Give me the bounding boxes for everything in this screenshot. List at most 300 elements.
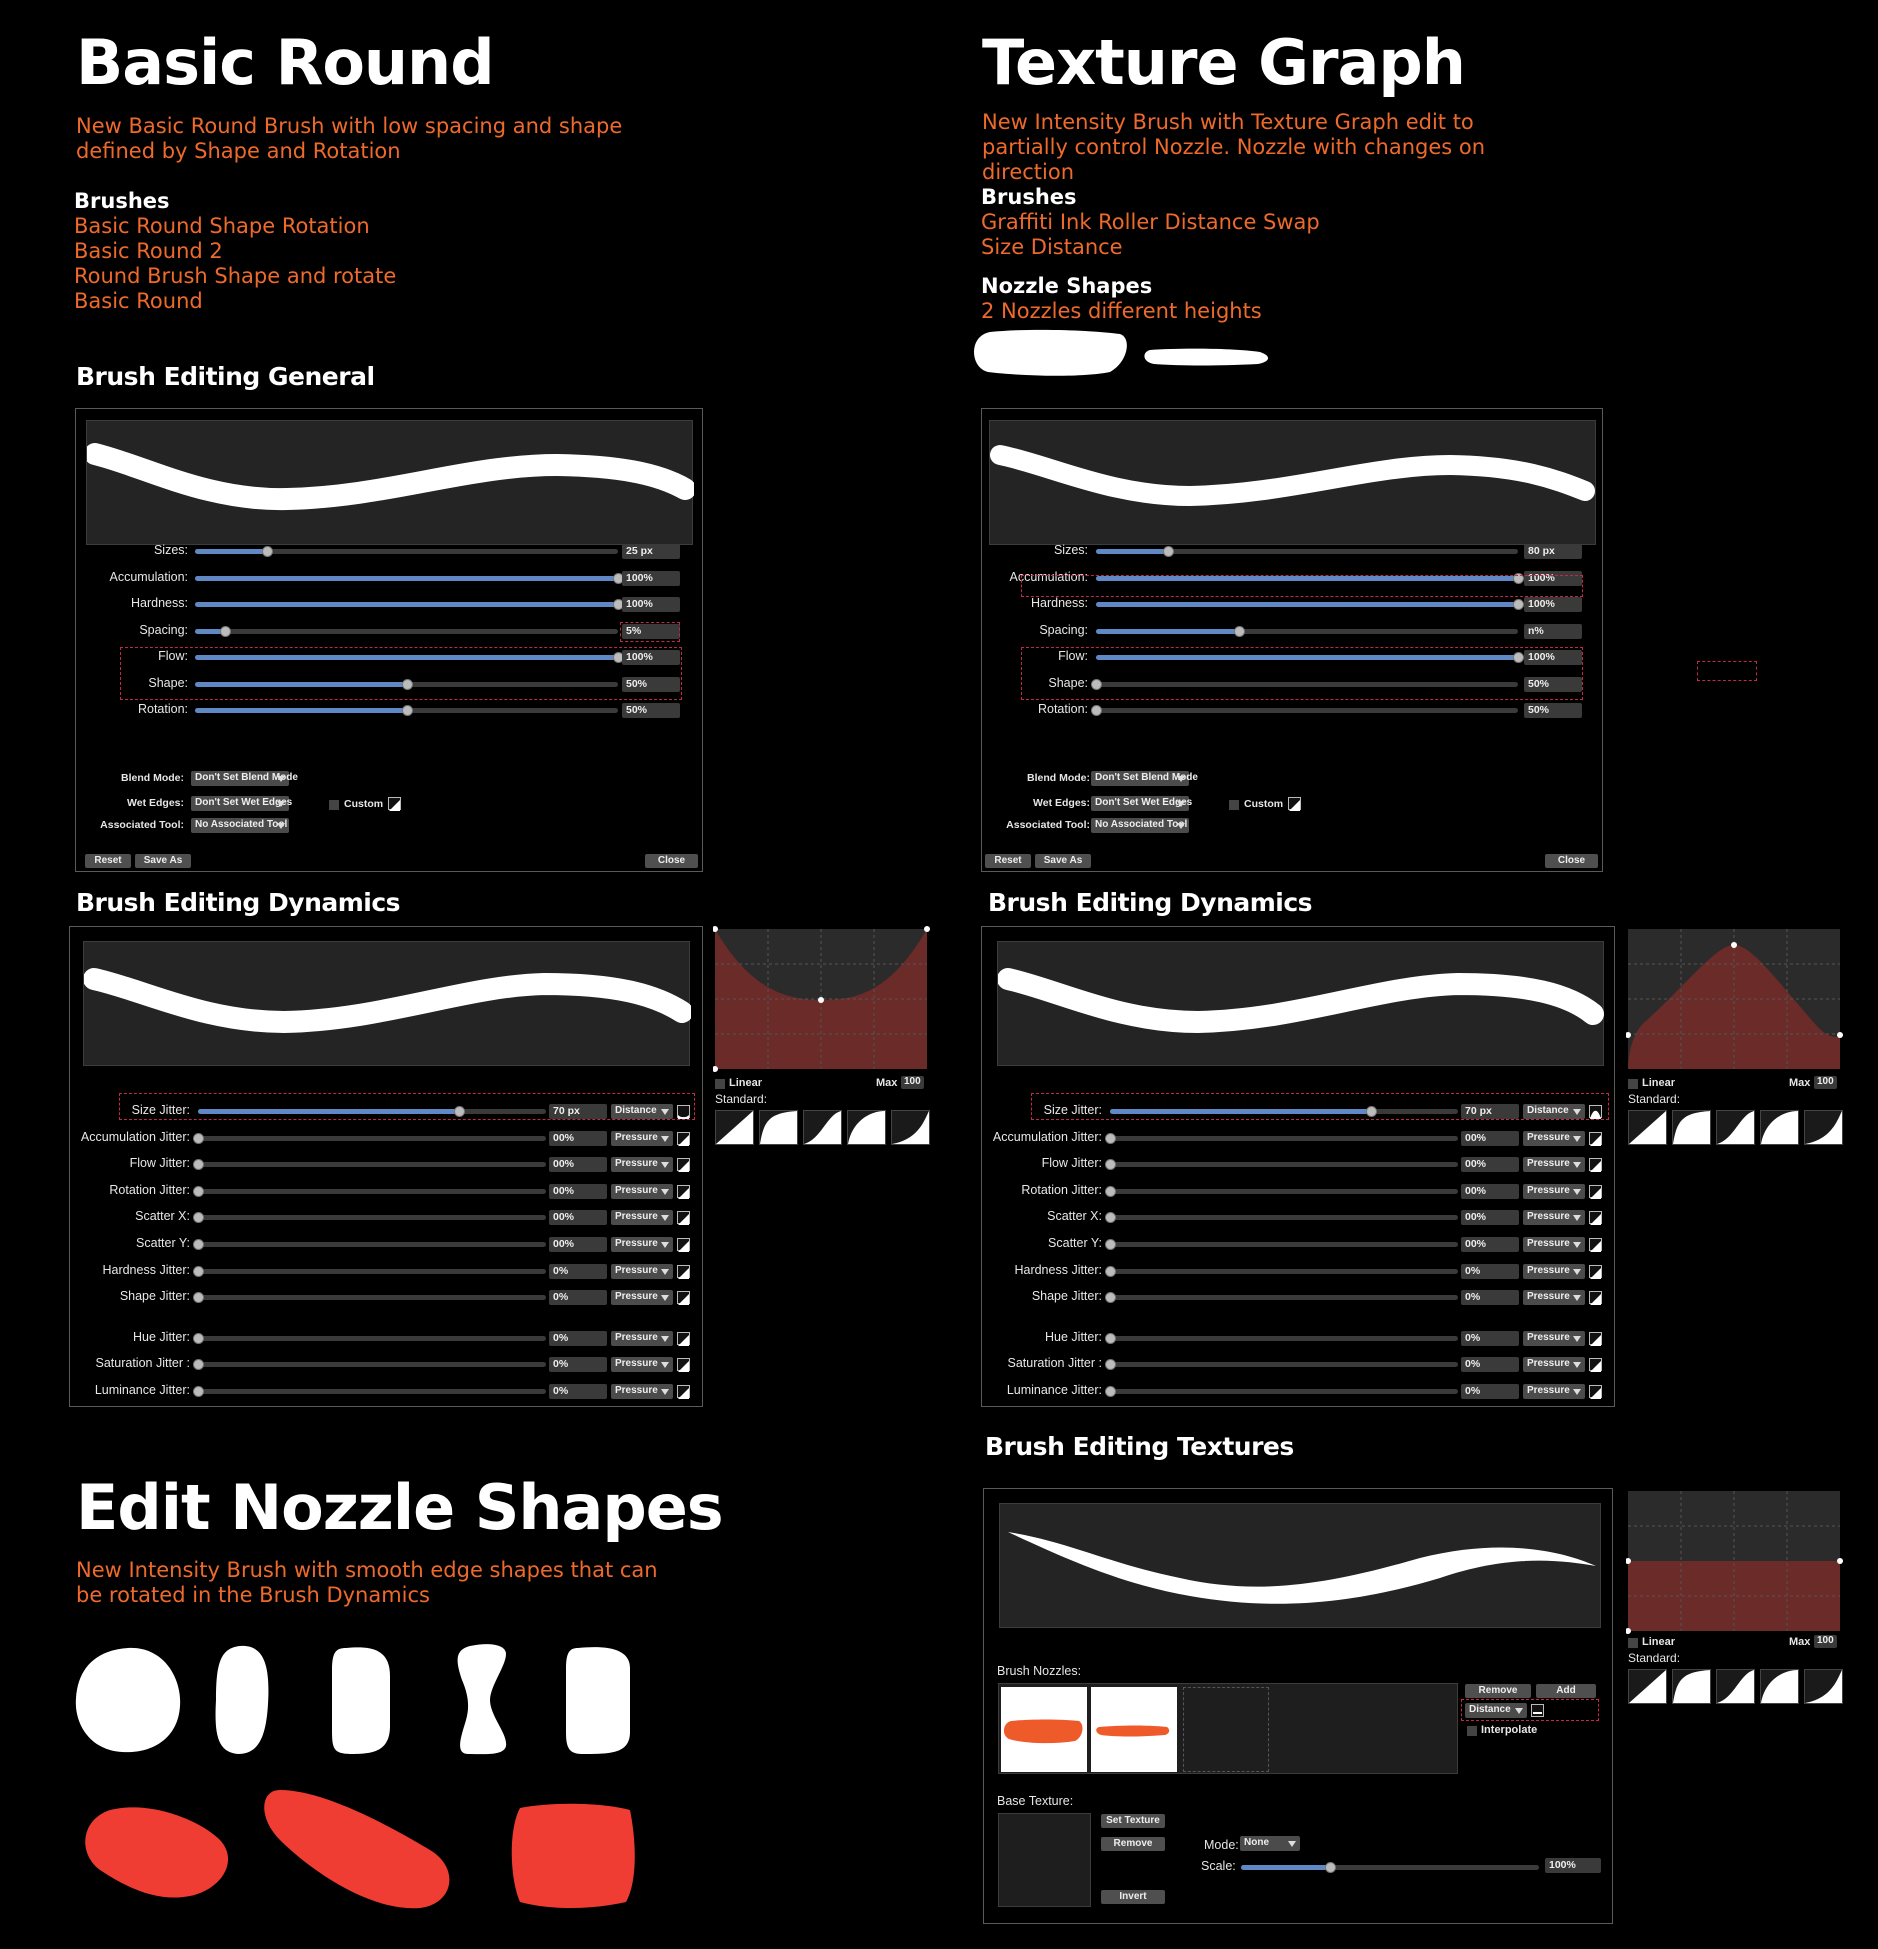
slider-knob[interactable] bbox=[262, 546, 273, 557]
stroke-preview-image bbox=[87, 421, 694, 546]
associated-tool-dropdown[interactable]: No Associated Tool bbox=[1091, 818, 1189, 833]
dynamics-mode-dropdown[interactable]: Pressure bbox=[1523, 1184, 1585, 1199]
dynamics-mode-dropdown[interactable]: Pressure bbox=[1523, 1210, 1585, 1225]
slider-knob[interactable] bbox=[1163, 546, 1174, 557]
slider-knob[interactable] bbox=[1513, 599, 1524, 610]
slider-value[interactable]: 0% bbox=[1461, 1264, 1519, 1279]
slider-knob[interactable] bbox=[1105, 1186, 1116, 1197]
dynamics-mode-dropdown[interactable]: Pressure bbox=[1523, 1331, 1585, 1346]
dynamics-mode-dropdown[interactable]: Pressure bbox=[1523, 1237, 1585, 1252]
remove-texture-button[interactable]: Remove bbox=[1101, 1837, 1165, 1851]
associated-tool-label: Associated Tool: bbox=[100, 819, 184, 831]
slider-fill bbox=[1096, 602, 1518, 607]
slider-label: Size Jitter: bbox=[1043, 1103, 1102, 1117]
slider-value[interactable]: 00% bbox=[1461, 1184, 1519, 1199]
edit-nozzle-desc-line2: be rotated in the Brush Dynamics bbox=[76, 1583, 430, 1607]
slider-value[interactable]: 70 px bbox=[1461, 1104, 1519, 1119]
curve-edit-icon[interactable] bbox=[677, 1358, 690, 1371]
slider-track[interactable] bbox=[1110, 1295, 1458, 1300]
slider-label: Rotation Jitter: bbox=[109, 1182, 190, 1197]
reset-button[interactable]: Reset bbox=[85, 854, 131, 868]
curve-edit-icon[interactable] bbox=[677, 1238, 690, 1251]
curve-edit-icon[interactable] bbox=[677, 1291, 690, 1304]
slider-value[interactable]: 50% bbox=[622, 703, 680, 718]
general-slider-row bbox=[76, 568, 704, 588]
close-button[interactable]: Close bbox=[645, 854, 698, 868]
slider-value[interactable]: 100% bbox=[1524, 571, 1582, 586]
slider-track[interactable] bbox=[198, 1136, 546, 1141]
curve-edit-icon[interactable] bbox=[677, 1332, 690, 1345]
standard-curve-preset[interactable] bbox=[1716, 1110, 1755, 1145]
stroke-preview bbox=[86, 420, 693, 545]
slider-track[interactable] bbox=[198, 1336, 546, 1341]
slider-label: Hue Jitter: bbox=[133, 1329, 190, 1344]
slider-value[interactable]: 00% bbox=[1461, 1131, 1519, 1146]
max-value[interactable]: 100 bbox=[1814, 1076, 1837, 1089]
dynamics-mode-dropdown[interactable]: Pressure bbox=[611, 1237, 673, 1252]
slider-fill bbox=[1096, 629, 1239, 634]
slider-value[interactable]: 0% bbox=[1461, 1331, 1519, 1346]
slider-value[interactable]: 0% bbox=[549, 1290, 607, 1305]
dynamics-mode-dropdown[interactable]: Pressure bbox=[1523, 1357, 1585, 1372]
standard-curve-preset[interactable] bbox=[1628, 1669, 1667, 1704]
slider-fill bbox=[195, 549, 267, 554]
dynamics-heading-left: Brush Editing Dynamics bbox=[76, 888, 401, 917]
texture-brush-item: Graffiti Ink Roller Distance Swap bbox=[981, 210, 1320, 234]
curve-edit-icon[interactable] bbox=[677, 1185, 690, 1198]
highlight-spacing-flow bbox=[120, 647, 682, 700]
texture-desc-line3: direction bbox=[982, 160, 1075, 184]
slider-knob[interactable] bbox=[1105, 1333, 1116, 1344]
blend-mode-label: Blend Mode: bbox=[1027, 772, 1090, 784]
slider-value[interactable]: 00% bbox=[1461, 1237, 1519, 1252]
slider-track[interactable] bbox=[1096, 549, 1518, 554]
nozzle-slot-1[interactable] bbox=[1001, 1687, 1087, 1772]
slider-track[interactable] bbox=[198, 1162, 546, 1167]
curve-edit-icon[interactable] bbox=[1589, 1185, 1602, 1198]
slider-knob[interactable] bbox=[1105, 1239, 1116, 1250]
general-slider-row bbox=[982, 541, 1604, 561]
slider-label: Hardness Jitter: bbox=[1014, 1262, 1102, 1277]
nozzle-2-shape bbox=[1091, 1687, 1177, 1772]
associated-tool-dropdown[interactable]: No Associated Tool bbox=[191, 818, 289, 833]
standard-label: Standard: bbox=[1628, 1651, 1681, 1665]
basic-round-desc-line1: New Basic Round Brush with low spacing and shape bbox=[76, 114, 623, 138]
curve-edit-icon[interactable] bbox=[1589, 1158, 1602, 1171]
slider-value[interactable]: 00% bbox=[1461, 1157, 1519, 1172]
dynamics-mode-dropdown[interactable]: Pressure bbox=[611, 1290, 673, 1305]
slider-fill bbox=[1096, 549, 1168, 554]
slider-knob[interactable] bbox=[402, 705, 413, 716]
basic-brush-item: Round Brush Shape and rotate bbox=[74, 264, 397, 288]
wet-edges-dropdown[interactable]: Don't Set Wet Edges bbox=[1091, 796, 1189, 811]
slider-label: Accumulation Jitter: bbox=[992, 1129, 1102, 1144]
slider-label: Rotation: bbox=[137, 702, 188, 716]
slider-knob[interactable] bbox=[1105, 1292, 1116, 1303]
highlight-sizes bbox=[1021, 575, 1583, 597]
slider-value[interactable]: 0% bbox=[549, 1357, 607, 1372]
slider-knob[interactable] bbox=[1105, 1133, 1116, 1144]
slider-track[interactable] bbox=[195, 629, 618, 634]
slider-value[interactable]: 100% bbox=[622, 650, 680, 665]
slider-label: Scatter X: bbox=[1047, 1209, 1102, 1224]
slider-track[interactable] bbox=[1096, 602, 1518, 607]
slider-knob[interactable] bbox=[193, 1133, 204, 1144]
slider-value[interactable]: 50% bbox=[622, 677, 680, 692]
dynamics-slider-row bbox=[982, 1381, 1616, 1401]
dynamics-mode-dropdown[interactable]: Pressure bbox=[611, 1331, 673, 1346]
basic-brush-item: Basic Round 2 bbox=[74, 239, 223, 263]
slider-value[interactable]: 00% bbox=[549, 1210, 607, 1225]
slider-label: Scatter Y: bbox=[1048, 1236, 1102, 1250]
dynamics-mode-dropdown[interactable]: Distance bbox=[611, 1104, 673, 1119]
custom-checkbox[interactable] bbox=[329, 800, 339, 810]
slider-track[interactable] bbox=[195, 576, 618, 581]
wet-edges-label: Wet Edges: bbox=[127, 797, 184, 809]
curve-edit-icon[interactable] bbox=[677, 1385, 690, 1398]
dynamics-slider-row bbox=[982, 1261, 1616, 1281]
texture-mode-dropdown[interactable]: None bbox=[1240, 1836, 1300, 1851]
max-value[interactable]: 100 bbox=[901, 1076, 924, 1089]
slider-knob[interactable] bbox=[1105, 1159, 1116, 1170]
highlight-nozzle-mode bbox=[1461, 1699, 1599, 1721]
slider-value[interactable]: 80 px bbox=[1524, 544, 1582, 559]
dynamics-slider-row bbox=[70, 1381, 704, 1401]
slider-track[interactable] bbox=[198, 1269, 546, 1274]
curve-edit-icon[interactable] bbox=[677, 1265, 690, 1278]
slider-value[interactable]: 100% bbox=[1524, 597, 1582, 612]
texture-curve-graph[interactable] bbox=[1626, 1487, 1844, 1635]
dynamics-mode-dropdown[interactable]: Pressure bbox=[1523, 1290, 1585, 1305]
max-label: Max bbox=[1789, 1077, 1811, 1089]
base-texture-label: Base Texture: bbox=[997, 1794, 1074, 1808]
slider-value[interactable]: 70 px bbox=[549, 1104, 607, 1119]
curve-edit-icon[interactable] bbox=[1589, 1358, 1602, 1371]
dynamics-mode-dropdown[interactable]: Pressure bbox=[611, 1157, 673, 1172]
stroke-preview-image bbox=[998, 942, 1605, 1067]
slider-label: Sizes: bbox=[153, 543, 188, 557]
slider-knob[interactable] bbox=[193, 1266, 204, 1277]
texture-scale-slider[interactable] bbox=[1241, 1865, 1539, 1870]
curve-edit-icon[interactable] bbox=[1589, 1332, 1602, 1345]
slider-track[interactable] bbox=[1110, 1189, 1458, 1194]
slider-track[interactable] bbox=[1110, 1215, 1458, 1220]
standard-curve-preset[interactable] bbox=[891, 1110, 930, 1145]
wet-edges-label: Wet Edges: bbox=[1033, 797, 1090, 809]
texture-desc-line2: partially control Nozzle. Nozzle with changes on bbox=[982, 135, 1486, 159]
textures-heading: Brush Editing Textures bbox=[985, 1432, 1294, 1461]
slider-knob[interactable] bbox=[1105, 1266, 1116, 1277]
dynamics-mode-dropdown[interactable]: Pressure bbox=[611, 1357, 673, 1372]
curve-edit-icon[interactable] bbox=[1589, 1132, 1602, 1145]
slider-value[interactable]: 25 px bbox=[622, 544, 680, 559]
linear-checkbox[interactable] bbox=[1628, 1638, 1638, 1648]
slider-label: Accumulation Jitter: bbox=[80, 1129, 190, 1144]
nozzle-slot-empty[interactable] bbox=[1183, 1687, 1269, 1772]
texture-brush-item: Size Distance bbox=[981, 235, 1123, 259]
standard-curve-preset[interactable] bbox=[715, 1110, 754, 1145]
slider-value[interactable]: 00% bbox=[549, 1131, 607, 1146]
stroke-preview bbox=[83, 941, 690, 1066]
slider-value[interactable]: 100% bbox=[622, 597, 680, 612]
slider-track[interactable] bbox=[198, 1215, 546, 1220]
slider-label: Flow: bbox=[1058, 649, 1088, 663]
standard-label: Standard: bbox=[1628, 1092, 1681, 1106]
texture-scale-knob[interactable] bbox=[1325, 1862, 1336, 1873]
dynamics-mode-dropdown[interactable]: Distance bbox=[1523, 1104, 1585, 1119]
slider-label: Rotation: bbox=[1037, 702, 1088, 716]
linear-checkbox[interactable] bbox=[1628, 1079, 1638, 1089]
slider-knob[interactable] bbox=[193, 1386, 204, 1397]
slider-track[interactable] bbox=[1110, 1162, 1458, 1167]
nozzle-slot-2[interactable] bbox=[1091, 1687, 1177, 1772]
slider-value[interactable]: 0% bbox=[549, 1264, 607, 1279]
slider-label: Accumulation: bbox=[1009, 569, 1088, 584]
slider-fill bbox=[195, 602, 618, 607]
slider-label: Luminance Jitter: bbox=[94, 1383, 190, 1397]
linear-label: Linear bbox=[1642, 1077, 1676, 1089]
curve-edit-icon[interactable] bbox=[1589, 1238, 1602, 1251]
dynamics-slider-row bbox=[70, 1354, 704, 1374]
slider-label: Scatter Y: bbox=[136, 1236, 190, 1250]
slider-knob[interactable] bbox=[220, 626, 231, 637]
curve-edit-icon[interactable] bbox=[677, 1158, 690, 1171]
slider-label: Hardness: bbox=[131, 596, 188, 610]
standard-curve-preset[interactable] bbox=[1760, 1110, 1799, 1145]
slider-knob[interactable] bbox=[193, 1359, 204, 1370]
stroke-preview bbox=[997, 941, 1604, 1066]
dynamics-slider-row bbox=[70, 1261, 704, 1281]
dynamics-heading-right: Brush Editing Dynamics bbox=[988, 888, 1313, 917]
curve-edit-icon[interactable] bbox=[1589, 1265, 1602, 1278]
general-slider-row bbox=[76, 700, 704, 720]
slider-knob[interactable] bbox=[193, 1333, 204, 1344]
slider-value[interactable]: 00% bbox=[549, 1184, 607, 1199]
blend-mode-label: Blend Mode: bbox=[121, 772, 184, 784]
remove-nozzle-button[interactable]: Remove bbox=[1465, 1684, 1531, 1698]
wet-edges-dropdown[interactable]: Don't Set Wet Edges bbox=[191, 796, 289, 811]
dynamics-mode-dropdown[interactable]: Pressure bbox=[611, 1210, 673, 1225]
max-label: Max bbox=[1789, 1636, 1811, 1648]
interpolate-checkbox[interactable] bbox=[1467, 1726, 1477, 1736]
dynamics-mode-dropdown[interactable]: Pressure bbox=[611, 1131, 673, 1146]
slider-label: Shape Jitter: bbox=[119, 1289, 190, 1304]
slider-track[interactable] bbox=[1110, 1336, 1458, 1341]
slider-value[interactable]: 50% bbox=[1524, 677, 1582, 692]
dynamics-mode-dropdown[interactable]: Pressure bbox=[1523, 1157, 1585, 1172]
standard-curve-preset[interactable] bbox=[1672, 1669, 1711, 1704]
slider-value[interactable]: 00% bbox=[549, 1157, 607, 1172]
slider-value[interactable]: 0% bbox=[1461, 1357, 1519, 1372]
custom-curve-icon[interactable] bbox=[1288, 797, 1301, 810]
slider-value[interactable]: 100% bbox=[622, 571, 680, 586]
highlight-marker bbox=[1697, 661, 1757, 681]
nozzle-mode-dropdown[interactable]: Distance bbox=[1465, 1703, 1527, 1718]
general-slider-row bbox=[76, 541, 704, 561]
dynamics-slider-row bbox=[982, 1181, 1616, 1201]
standard-curve-preset[interactable] bbox=[1804, 1669, 1843, 1704]
max-value[interactable]: 100 bbox=[1814, 1635, 1837, 1648]
slider-track[interactable] bbox=[198, 1295, 546, 1300]
custom-curve-icon[interactable] bbox=[388, 797, 401, 810]
slider-label: Shape: bbox=[1048, 675, 1088, 690]
brush-general-panel-right bbox=[981, 408, 1603, 872]
slider-knob[interactable] bbox=[193, 1159, 204, 1170]
slider-value[interactable]: 0% bbox=[1461, 1384, 1519, 1399]
slider-knob[interactable] bbox=[1105, 1212, 1116, 1223]
curve-edit-icon[interactable] bbox=[677, 1211, 690, 1224]
slider-label: Spacing: bbox=[139, 622, 188, 637]
slider-knob[interactable] bbox=[193, 1186, 204, 1197]
slider-track[interactable] bbox=[198, 1189, 546, 1194]
slider-track[interactable] bbox=[1110, 1389, 1458, 1394]
slider-label: Shape: bbox=[148, 675, 188, 690]
max-label: Max bbox=[876, 1077, 898, 1089]
slider-label: Size Jitter: bbox=[131, 1103, 190, 1117]
nozzle-shape-gallery bbox=[70, 1640, 650, 1920]
slider-track[interactable] bbox=[1110, 1269, 1458, 1274]
slider-knob[interactable] bbox=[193, 1239, 204, 1250]
slider-knob[interactable] bbox=[1105, 1386, 1116, 1397]
close-button[interactable]: Close bbox=[1545, 854, 1598, 868]
slider-value[interactable]: 100% bbox=[1524, 650, 1582, 665]
dynamics-mode-dropdown[interactable]: Pressure bbox=[1523, 1384, 1585, 1399]
slider-track[interactable] bbox=[1096, 629, 1518, 634]
custom-checkbox[interactable] bbox=[1229, 800, 1239, 810]
blend-mode-dropdown[interactable]: Don't Set Blend Mode bbox=[1091, 771, 1189, 786]
edit-nozzle-desc-line1: New Intensity Brush with smooth edge shapes that can bbox=[76, 1558, 658, 1582]
slider-knob[interactable] bbox=[193, 1212, 204, 1223]
dynamics-curve-graph-left[interactable] bbox=[713, 925, 931, 1073]
dynamics-slider-row bbox=[70, 1234, 704, 1254]
dynamics-slider-row bbox=[982, 1154, 1616, 1174]
standard-curve-preset[interactable] bbox=[847, 1110, 886, 1145]
stroke-preview bbox=[999, 1503, 1601, 1628]
texture-desc-line1: New Intensity Brush with Texture Graph edit to bbox=[982, 110, 1474, 134]
standard-curve-preset[interactable] bbox=[1628, 1110, 1667, 1145]
slider-fill bbox=[195, 708, 407, 713]
slider-value[interactable]: n% bbox=[1524, 624, 1582, 639]
dynamics-mode-dropdown[interactable]: Pressure bbox=[611, 1264, 673, 1279]
highlight-size-jitter bbox=[119, 1093, 695, 1120]
dynamics-slider-row bbox=[70, 1207, 704, 1227]
slider-label: Saturation Jitter : bbox=[95, 1356, 190, 1371]
highlight-size-jitter bbox=[1031, 1093, 1609, 1120]
dynamics-mode-dropdown[interactable]: Pressure bbox=[1523, 1131, 1585, 1146]
texture-brushes-heading: Brushes bbox=[981, 185, 1077, 209]
dynamics-mode-dropdown[interactable]: Pressure bbox=[611, 1384, 673, 1399]
dynamics-slider-row bbox=[982, 1207, 1616, 1227]
standard-curve-preset[interactable] bbox=[1672, 1110, 1711, 1145]
slider-track[interactable] bbox=[1110, 1362, 1458, 1367]
slider-value[interactable]: 5% bbox=[622, 624, 680, 639]
highlight-spacing-flow bbox=[1021, 647, 1583, 700]
texture-graph-title: Texture Graph bbox=[982, 26, 1465, 99]
add-nozzle-button[interactable]: Add bbox=[1536, 1684, 1596, 1698]
nozzle-1-shape bbox=[1001, 1687, 1087, 1772]
linear-checkbox[interactable] bbox=[715, 1079, 725, 1089]
set-texture-button[interactable]: Set Texture bbox=[1101, 1814, 1165, 1828]
slider-value[interactable]: 50% bbox=[1524, 703, 1582, 718]
slider-track[interactable] bbox=[198, 1242, 546, 1247]
slider-knob[interactable] bbox=[193, 1292, 204, 1303]
general-slider-row bbox=[982, 594, 1604, 614]
stroke-preview bbox=[989, 420, 1596, 545]
texture-scale-label: Scale: bbox=[1201, 1859, 1236, 1873]
dynamics-slider-row bbox=[982, 1328, 1616, 1348]
basic-round-desc-line2: defined by Shape and Rotation bbox=[76, 139, 401, 163]
slider-label: Hardness: bbox=[1031, 596, 1088, 610]
slider-value[interactable]: 0% bbox=[549, 1384, 607, 1399]
curve-edit-icon[interactable] bbox=[1589, 1211, 1602, 1224]
reset-button[interactable]: Reset bbox=[985, 854, 1031, 868]
slider-knob[interactable] bbox=[1234, 626, 1245, 637]
brush-general-panel-left bbox=[75, 408, 703, 872]
base-texture-preview[interactable] bbox=[998, 1813, 1091, 1907]
standard-curve-preset[interactable] bbox=[1804, 1110, 1843, 1145]
general-slider-row bbox=[982, 621, 1604, 641]
nozzle-shapes-heading: Nozzle Shapes bbox=[981, 274, 1153, 298]
slider-fill bbox=[195, 576, 618, 581]
slider-track[interactable] bbox=[1110, 1242, 1458, 1247]
save-as-button[interactable]: Save As bbox=[1035, 854, 1091, 868]
slider-label: Spacing: bbox=[1039, 622, 1088, 637]
dynamics-slider-row bbox=[982, 1354, 1616, 1374]
slider-track[interactable] bbox=[195, 708, 618, 713]
invert-texture-button[interactable]: Invert bbox=[1101, 1890, 1165, 1904]
slider-value[interactable]: 00% bbox=[549, 1237, 607, 1252]
slider-track[interactable] bbox=[198, 1362, 546, 1367]
dynamics-slider-row bbox=[70, 1328, 704, 1348]
slider-value[interactable]: 0% bbox=[549, 1331, 607, 1346]
nozzle-shapes-preview bbox=[970, 328, 1280, 380]
brush-dynamics-panel-left bbox=[69, 926, 703, 1407]
nozzle-list bbox=[998, 1683, 1458, 1774]
standard-curve-preset[interactable] bbox=[803, 1110, 842, 1145]
slider-label: Scatter X: bbox=[135, 1209, 190, 1224]
curve-edit-icon[interactable] bbox=[1589, 1291, 1602, 1304]
slider-track[interactable] bbox=[195, 549, 618, 554]
slider-label: Luminance Jitter: bbox=[1006, 1383, 1102, 1397]
slider-knob[interactable] bbox=[1105, 1359, 1116, 1370]
slider-label: Saturation Jitter : bbox=[1007, 1356, 1102, 1371]
dynamics-mode-dropdown[interactable]: Pressure bbox=[611, 1184, 673, 1199]
curve-edit-icon[interactable] bbox=[677, 1132, 690, 1145]
slider-track[interactable] bbox=[1110, 1136, 1458, 1141]
slider-track[interactable] bbox=[198, 1389, 546, 1394]
dynamics-mode-dropdown[interactable]: Pressure bbox=[1523, 1264, 1585, 1279]
slider-label: Flow Jitter: bbox=[1041, 1156, 1102, 1171]
curve-edit-icon[interactable] bbox=[1589, 1385, 1602, 1398]
slider-track[interactable] bbox=[195, 602, 618, 607]
slider-label: Sizes: bbox=[1053, 543, 1088, 557]
texture-mode-label: Mode: bbox=[1204, 1838, 1239, 1852]
standard-curve-preset[interactable] bbox=[759, 1110, 798, 1145]
standard-curve-preset[interactable] bbox=[1716, 1669, 1755, 1704]
standard-curve-preset[interactable] bbox=[1760, 1669, 1799, 1704]
slider-track[interactable] bbox=[1096, 708, 1518, 713]
dynamics-slider-row bbox=[70, 1181, 704, 1201]
slider-knob[interactable] bbox=[1091, 705, 1102, 716]
save-as-button[interactable]: Save As bbox=[135, 854, 191, 868]
dynamics-slider-row bbox=[70, 1154, 704, 1174]
slider-value[interactable]: 00% bbox=[1461, 1210, 1519, 1225]
blend-mode-dropdown[interactable]: Don't Set Blend Mode bbox=[191, 771, 289, 786]
texture-scale-value[interactable]: 100% bbox=[1545, 1858, 1601, 1873]
texture-scale-fill bbox=[1241, 1865, 1330, 1870]
dynamics-curve-graph-right[interactable] bbox=[1626, 925, 1844, 1073]
slider-value[interactable]: 0% bbox=[1461, 1290, 1519, 1305]
